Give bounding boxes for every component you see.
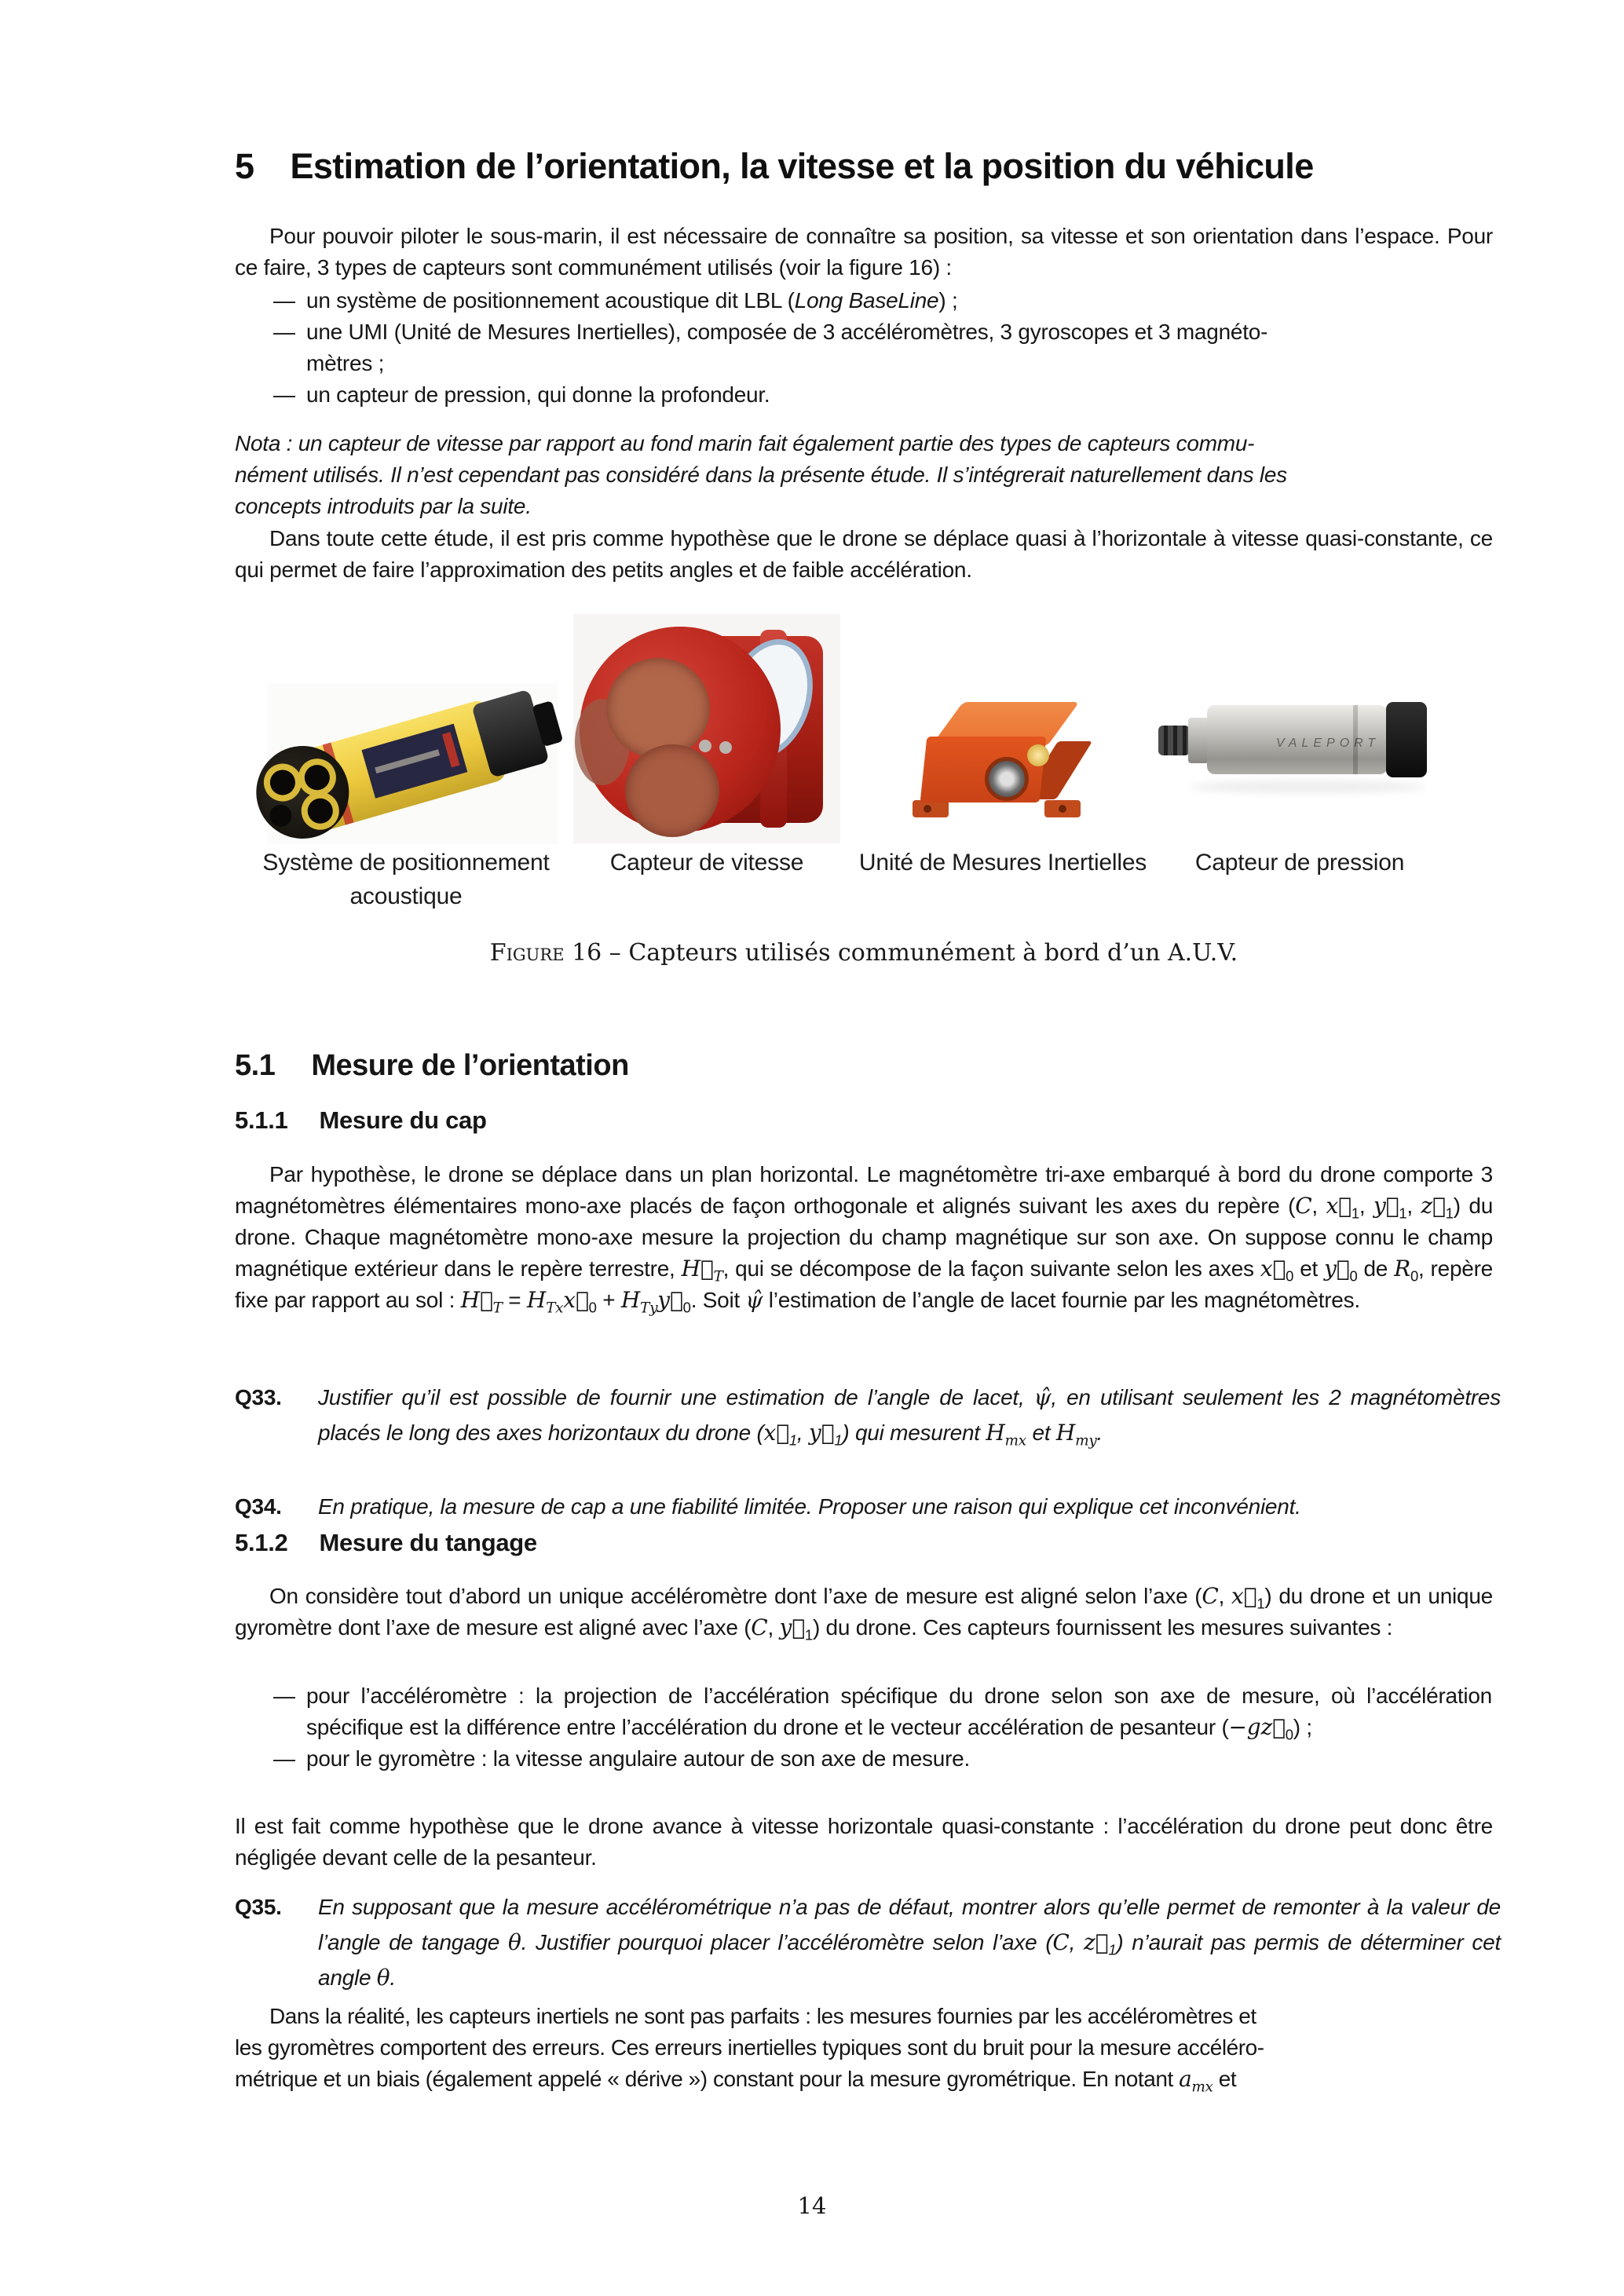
subsection-51-heading (235, 1049, 629, 1083)
imu-gold-connector (1027, 744, 1049, 766)
figure-16 (236, 612, 1492, 942)
velocity-sensor-photo (573, 614, 840, 843)
question-q35 (235, 1889, 1501, 1995)
list-item (273, 1680, 1492, 1743)
list-item-text: pour le gyromètre : la vitesse angulaire autour de son axe de mesure. (306, 1746, 971, 1771)
question-label: Q34. (235, 1494, 282, 1519)
dash-bullet: — (273, 382, 295, 407)
sensor-errors-paragraph: Dans la réalité, les capteurs inertiels ne sont pas parfaits : les mesures fournies par les accéléromètres et les gyromètres comportent des erreurs. Ces erreurs inertielles typiques sont du bruit pour la mesure accéléro- métrique et un biais (également appelé « dérive ») constant pour la mesure gyrométrique. En notant $a_{mx}$ et (235, 2004, 1264, 2096)
pressure-collar (1188, 718, 1209, 763)
dvl-transducer (625, 744, 719, 837)
pressure-end-cap (1386, 702, 1427, 777)
speed-hypothesis-paragraph: Il est fait comme hypothèse que le drone avance à vitesse horizontale quasi-constante : l’accélération du drone peut donc être négligée devant celle de la pesanteur. (235, 1814, 1493, 1870)
subsubsection-511-heading (235, 1106, 487, 1135)
list-item (273, 379, 1492, 411)
acoustic-label-text-blur (375, 749, 440, 773)
figure-caption-word: Figure (489, 939, 565, 967)
dvl-screw (719, 741, 732, 754)
list-item (273, 285, 1492, 316)
question-text: En pratique, la mesure de cap a une fiabilité limitée. Proposer une raison qui explique cet inconvénient. (318, 1494, 1301, 1519)
dvl-screw (699, 740, 711, 752)
section-title: Estimation de l’orientation, la vitesse et la position du véhicule (290, 146, 1314, 186)
dvl-front-face (580, 627, 781, 832)
list-item-text: pour l’accéléromètre : la projection de l’accélération spécifique du drone selon son axe de mesure, où l’accélération spécifique est la différence entre l’accélération du drone et le vecteur accélération de pesanteur $(-gz⃗_0)$ ; (306, 1684, 1492, 1743)
figure-caption-text: 16 – Capteurs utilisés communément à bord d’un A.U.V. (564, 939, 1238, 967)
subsection-number: 5.1 (235, 1049, 276, 1082)
cap-measure-paragraph: Par hypothèse, le drone se déplace dans un plan horizontal. Le magnétomètre tri-axe embarqué à bord du drone comporte 3 magnétomètres élémentaires mono-axe placés de façon orthogonale et alignés suivant les axes du repère (C, $x⃗_1$, $y⃗_1$, $z⃗_1$) du drone. Chaque magnétomètre mono-axe mesure la projection du champ magnétique sur son axe. On suppose connu le champ magnétique extérieur dans le repère terrestre, $H⃗_T$, qui se décompose de la façon suivante selon les axes $x⃗_0$ et $y⃗_0$ de $R_0$, repère fixe par rapport au sol : $H⃗_T$ = $H_{Tx}x⃗_0$ + $H_{Ty}y⃗_0$. Soit ψ̂ l’estimation de l’angle de lacet fournie par les magnétomètres. (235, 1162, 1494, 1317)
pressure-sensor-photo (1158, 697, 1441, 795)
subsubsection-512-heading (235, 1529, 537, 1557)
pressure-connector-stub (1158, 726, 1190, 755)
sensor-label-imu: Unité de Mesures Inertielles (858, 850, 1147, 876)
subsubsection-title: Mesure du tangage (319, 1529, 537, 1556)
sensor-type-list (273, 285, 1492, 411)
list-item (273, 1743, 1492, 1775)
sensor-label-acoustic: Système de positionnement acoustique (262, 850, 550, 909)
subsubsection-number: 5.1.1 (235, 1106, 288, 1134)
acoustic-sensor-photo (267, 683, 558, 844)
subsubsection-title: Mesure du cap (319, 1106, 487, 1134)
question-text: Justifier qu’il est possible de fournir une estimation de l’angle de lacet, ψ̂, en utilisant seulement les 2 magnétomètres placés le long des axes horizontaux du drone ($x⃗_1$, $y⃗_1$) qui mesurent $H_{mx}$ et $H_{my}$. (318, 1384, 1501, 1450)
acoustic-device (263, 678, 561, 846)
valeport-brand-text: VALEPORT (1276, 737, 1381, 750)
imu-front-face (920, 737, 1047, 803)
pressure-reflection (1190, 781, 1425, 793)
section-heading (235, 146, 1314, 187)
subsection-title: Mesure de l’orientation (311, 1049, 629, 1082)
pressure-groove (1353, 705, 1358, 774)
imu-mounting-hole (1059, 805, 1066, 813)
list-item (273, 316, 1492, 379)
dvl-transducer (606, 658, 710, 759)
imu-connector (985, 757, 1029, 801)
dash-bullet: — (273, 1746, 295, 1771)
list-item-text: un système de positionnement acoustique dit LBL (Long BaseLine) ; (306, 288, 958, 313)
question-q33 (235, 1380, 1501, 1450)
question-label: Q35. (235, 1895, 282, 1919)
intro-paragraph: Pour pouvoir piloter le sous-marin, il est nécessaire de connaître sa position, sa vitesse et son orientation dans l’espace. Pour ce faire, 3 types de capteurs sont communément utilisés (voir la figure 16) : (235, 224, 1493, 280)
acoustic-label-red-bar (442, 732, 460, 767)
question-text: En supposant que la mesure accélérométrique n’a pas de défaut, montrer alors qu’elle permet de remonter à la valeur de l’angle de tangage θ. Justifier pourquoi placer l’accéléromètre selon l’axe (C, $z⃗_1$) n’aurait pas permis de déterminer cet angle θ. (318, 1895, 1501, 1991)
sensor-label-velocity: Capteur de vitesse (609, 850, 804, 876)
imu-mounting-hole (924, 805, 931, 813)
list-item-text: une UMI (Unité de Mesures Inertielles), composée de 3 accéléromètres, 3 gyroscopes et 3 magnéto- mètres ; (306, 320, 1268, 375)
pressure-body (1207, 705, 1388, 774)
imu-photo (913, 697, 1093, 827)
sensor-label-pressure: Capteur de pression (1194, 850, 1405, 876)
question-label: Q33. (235, 1385, 282, 1409)
subsubsection-number: 5.1.2 (235, 1529, 288, 1556)
question-q34 (235, 1489, 1501, 1524)
list-item-text: un capteur de pression, qui donne la profondeur. (306, 382, 770, 407)
inertial-measure-list (273, 1680, 1492, 1775)
pitch-measure-paragraph: On considère tout d’abord un unique accéléromètre dont l’axe de mesure est aligné selon l’axe (C, $x⃗_1$) du drone et un unique gyromètre dont l’axe de mesure est aligné avec l’axe (C, $y⃗_1$) du drone. Ces capteurs fournissent les mesures suivantes : (235, 1583, 1493, 1643)
transducer-knob (267, 803, 294, 830)
dash-bullet: — (273, 320, 295, 344)
dash-bullet: — (273, 288, 295, 313)
section-number: 5 (235, 146, 254, 186)
study-hypothesis-paragraph: Dans toute cette étude, il est pris comme hypothèse que le drone se déplace quasi à l’horizontale à vitesse quasi-constante, ce qui permet de faire l’approximation des petits angles et de faible accélération. (235, 526, 1493, 582)
dash-bullet: — (273, 1684, 295, 1708)
figure-caption (236, 939, 1492, 967)
nota-paragraph: Nota : un capteur de vitesse par rapport au fond marin fait également partie des types de capteurs commu- nément utilisés. Il n’est cependant pas considéré dans la présente étude. Il s’intégrerait naturellement dans les concepts introduits par la suite. (235, 431, 1287, 518)
page-number: 14 (797, 2192, 827, 2219)
